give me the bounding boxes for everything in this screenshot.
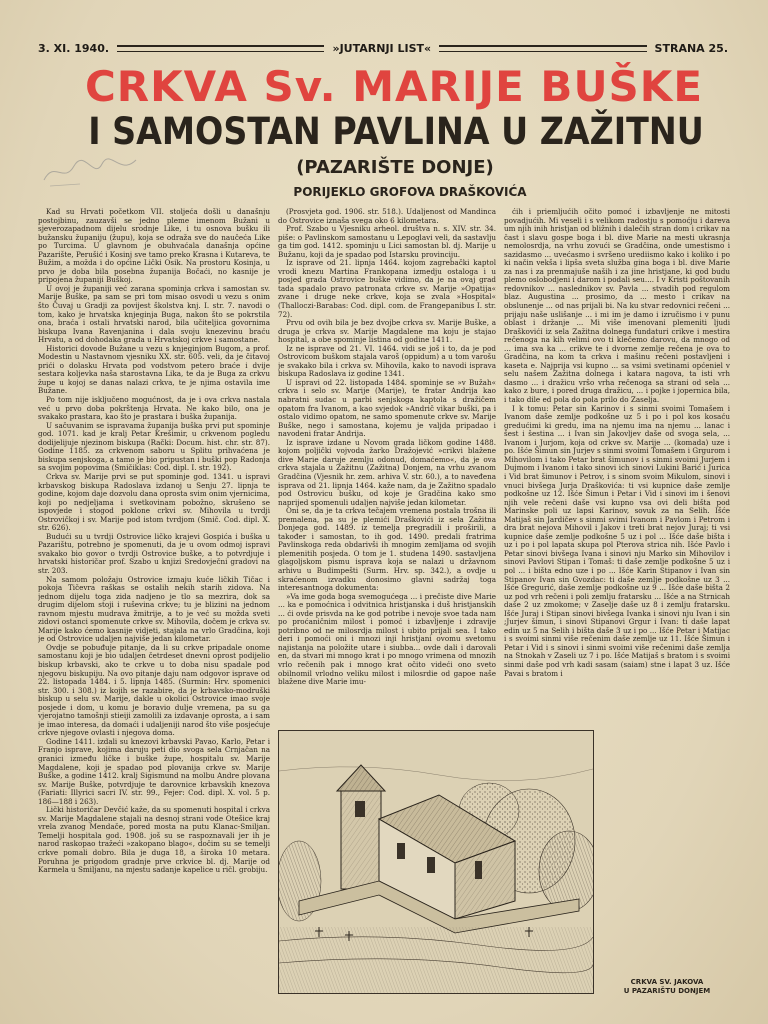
paragraph: Prvu od ovih bila je bez dvojbe crkva sv. Marije Buške, a druga je crkva sv. Marije Magdalene ma koju je stajao hospital, a obe spominje listina od godine 1411. xyxy=(278,318,496,345)
illustration-caption xyxy=(604,978,730,996)
headline-main: I SAMOSTAN PAVLINA U ZAŽITNU xyxy=(88,110,704,153)
paragraph: Budući su u tvrdji Ostrovice ličko krajevi Gospića i buška u Pazarištu, potrebno je spomenuti, da je u ovom odmoj ispravi svakako bio govor o tvrdji Ostrovice buške, a to potvrdjuje i hrvatski historičar prof. Szabo u knjizi Sredovječni gradovi na str. 203. xyxy=(38,531,270,575)
paragraph: Crkva sv. Marije prvi se put spominje god. 1341. u ispravi krbavskog biskupa Radoslava izdanoj u Senju 27. lipnja te godine, kojom daje dozvolu dana oprosta svim onim vjernicima, koji po nedjeljama i svetkovinam pobožno, skrušeno se ispovjede i stogod poklone crkvi sv. Mihovila u tvrdji Ostrovičkoj i sv. Marije pod istom tvrdjom (Smič. Cod. dipl. X. str. 626). xyxy=(38,471,270,533)
paragraph: Ovdje se pobuđuje pitanje, da li su crkve pripadale onome samostanu koji je bio udaljen četrdeset dnevni oprost podijelio biskup krbavski, ako te crkve u to doba nisu spadale pod njegovu biskupiju. Na ovo pitanje daju nam odgovor isprave od 22. listopada 1484. i 5. lipnja 1485. (Surmin: Hrv. spomenici str. 300. i 308.) iz kojih se razabire, da je krbavsko-modruški biskup u selu sv. Marije, dakle u okolici Ostrovice imao svoje posjede i dom, u komu je boravio dulje vremena, pa su ga vjerojatno tamošnji stieiji zamolili za izdavanje oprosta, a i sam je imao interesa, da domaći i udaljeniji narod što više posjećuje crkve njegove ovlasti i njegova doma. xyxy=(38,642,270,738)
paragraph: Oni se, da je ta crkva tečajem vremena postala trošna ili premalena, pa su je plemići Draškovići iz sela Zažitna Donjega god. 1489. iz temelja pregradili i proširili, a također i samostan, to ih god. 1490. predali fratrima Pavlinskoga reda obdarivši ih mnogim zemljama od svojih plemenitih posjeda. O tom je 1. studena 1490. sastavljena glagoljskom pismu isprava koja se nalazi u državnom arhivu u Budimpešti (Surm. Hrv. sp. 342.), a ovdje u skraćenom izvadku donosimo glavni sadržaj toga interesantnoga dokumenta: xyxy=(278,506,496,593)
article-column-3 xyxy=(504,208,730,773)
issue-date: 3. XI. 1940. xyxy=(38,41,110,55)
page-number: STRANA 25. xyxy=(654,41,728,55)
paragraph: Iz ne isprave od 21. VI. 1464. vidi se još i to, da je pod Ostrovicom buškom stajala varoš (oppidum) a u tom varošu je svakako bila i crkva sv. Mihovila, kako to navodi isprava biskupa Radoslava iz godine 1341. xyxy=(278,343,496,379)
paragraph: Na samom položaju Ostrovice izmaju kuće ličkih Tičac i pokoja Tičevra raškas se ostalih nekih starih zidova. Na jednom dijelu toga zida nadjeno je tlo sa mezrira, dok sa drugim dijelom stoji i ruševina crkve; tu je blizini na jednom ravnom mjestu mudrava žmitrije, a to je već su možda sveti zidovi ostanci spomenute crkve sv. Mihovila, dočem je crkva sv. Marije kako ćemo kasnije vidjeti, stajala na vrlo Gradčina, koji je od Ostrovice udaljen najviše jedan kilometar. xyxy=(38,574,270,644)
caption-line-1: CRKVA SV. JAKOVA xyxy=(630,978,704,986)
newspaper-name: »JUTARNJI LIST« xyxy=(332,41,432,55)
article-column-2 xyxy=(278,208,496,723)
masthead xyxy=(38,38,728,58)
paragraph: (Prosvjeta god. 1906. str. 518.). Udaljenost od Mandinca do Ostrovice iznaša svega oko 6 kilometara. xyxy=(278,208,496,225)
paragraph: U ispravi od 22. listopada 1484. spominje se »v Bužah« crkva i selo sv. Marije (Marije), te fratar Andrija kao nabratni sudac u parbi senjskoga kaptola s dražičem opatom fra Ivanom, a kao svjedok »Andrič vikar buški, pa i ostalo vidimo opatom, ne samo spomenute crkve sv. Marije Buške, nego i samostana, kojemu je valjda pripadao i navodeni fratar Andrija. xyxy=(278,377,496,439)
paragraph: »Va ime goda boga svemogućega ... i prečiste dive Marie ... ka e pomoćnica i odvitnica hristjanska i duš hristjanskih ... ći ovde prisvda na ke god potribe i nevoje svoe tada nam po proćaničnim milost i pomoć i izbavljenje i zdravije potribno od ne milosrdja milost i ubito prijali sea. I tako deri i pomoći oni i mnozi inji hristjani ovomu svetomu najistanja na položite utare i siubba... ovde dali i darovali en, da stvari mi mnogo krat i po mnogo vrimena od mnozih vrlo rečenih pak i mnogo krat očito videći ono sveto obilnomil vrlodno veliku milost i milosrdie od gapoe naše blažene dive Marie imu- xyxy=(278,591,496,687)
pencil-annotation-icon xyxy=(40,150,140,190)
paragraph: ćih i priemljućih očito pomoć i izbavljenje ne mitosti povadjućih. Mi veseli i s velikom radostju s pomoćju i dareva um njih inih hristjan od bližnih i dalečih stran dom i crikav na čast i slavu gospe boga i bl. dive Marie na mesti ukrasnja nemolosrdja, na vrhu zovući se Gradčina, onde umestismo i sazidasmo ... uvećasmo i svršeno urediismo kako i koliko i po ki način vekša i lipša sveta služba gina boga i bl. dive Marie za nas i za prenmajuše naših i za jine hristjane, ki god budu plemo oslobodjeni i darom i podali seu.... I v Kristi poštovanih redovnikov ... naslednikov sv. Pavla ... stvadih pod regulom blaz. Augustina ... prosimo, da ... mesto i crikav na obslunenje ... od nas priјali bi. Na ku stvar redovnici rečeni ... prijaju naše uslišanje ... i mi im je damo i izručismo i v punu oblast i držanje ... Mi više imenovani plemeniti ljudi Draškovići iz sela Zažitna dolnega fundaturi crikve i mestira rečenoga na kih velimi ovo ti klečemo darovu, da mnogo od ... ima sva ka ... crikve te i dvorne zemlje rečena je ova to Gradčina, na kom ta crkva i mašinu rečeni postavljeni i kaseta e. Najprija vsi kupno ... sa vsimi svetinami općeniel v selu našem Zažitna dolnega i katara nagova, ta isti vrh dasmo ... i dražicu vršo vrha rečenoga sa strani od sela ... kako z bure, i pored druga dražicu, ... i pojke i jopernica bila, i tako dile ed pola do pola prilo do Zaselja. xyxy=(504,208,730,405)
church-illustration xyxy=(278,730,594,994)
paragraph: U sačuvanim se ispravama županija buška prvi put spominje god. 1071. kad je kralj Petar Krešimir, u crkvenom pogledu dodijelijuje njezinom biskupa (Rački: Docum. hist. chr. str. 87). Godine 1185. za crkvenom saboru u Splitu prihvaćena je biskupa senjskoga, a tamo je bio pripustan i buški pop Radonja sa svojim popovima (Smičiklas: Cod. dipl. I. str. 192). xyxy=(38,420,270,473)
church-drawing-icon xyxy=(279,731,593,993)
headline-subtitle: (PAZARIŠTE DONJE) xyxy=(296,157,494,178)
paragraph: Historici dovode Bužane u vezu s knjeginjom Bugom, a prof. Modestin u Nastavnom vjesniku XX. str. 605. veli, da je čitavoj prići o dolasku Hrvata pod vodstvom petero braće i dvije sestara koljevka naša starostavna Lika, te da je Buga za crkvu župe u kojoj se danas nalazi crkva, te je njima ostavila ime Bužane. xyxy=(38,343,270,396)
paragraph: U ovoj je županiji već zarana spominja crkva i samostan sv. Marije Buške, pa sam se pri tom misao osvodi u vezu s onim što Čuvaj u Gradji za povijest školstva knj. I. str. 7. navodi o tom, kako je hrvatska knjeginja Buga, nakon što se pokrstila ona, braća i ostali hrvatski narod, bila učiteljica govornima biskupa Ivana Ravenjanina i dala svoju knezevinu braću Hrvatu, a od dohodaka grada u Hrvatskoj crkve i samostane. xyxy=(38,283,270,345)
headline-red: CRKVA Sv. MARIJE BUŠKE xyxy=(84,62,704,111)
paragraph: Prof. Szabo u Vjesniku arheol. društva n. s. XIV. str. 34. piše: o Pavlinskom samostanu u Lepoglavi veli, da sastavlju ga tim god. 1412. spominju u Lici samostan bl. dj. Marije u Bužanu, koji da je spadao pod Istarsku provinciju. xyxy=(278,224,496,259)
masthead-rule-right xyxy=(439,45,646,52)
paragraph: I k tomu: Petar sin Karinov i s sinmi svoimi Tomašem i Ivanom daše zemlje podkošne uz 5 i po i pol kos kosaću gredućimi ki gredu, ima na njemu ima na njemu ... lanac i šest i šestina ... i Ivan sin Jakovljev daše od svoga sela, ... Ivanom i Jurjom, koja od crkve sv. Marije ... (komada) uze i po. Išće Šimun sin Jurjev s sinmi svoimi Tomašem i Grgurom i Mihovilom i tako Petar brat šimunov i s sinmi svoimi Jurjem i Dujmom i Ivanom i tako sinovi ich sinovi Lukini Barić i Jurica i Vid brat šimunov i Petrov, i s sinom svoim Mikulom, sinovi i vnuci bivšega Jurja Draškovića: ti vsi kupnice daše zemlje podkošne uz 12. Išće Šimun i Petar i Vid i sinovi im i šenovi njih vele rečeni daše vsi kupno vsa ovi deli bišta pod Marinske poli uz lapsi Karinov, sovuk za na Selih. Išće Matijaš sin Jardičev s sinmi svimi Ivanom i Pavlom i Petrom i dra brat nejova Mihovil i Jakov i treti brat nejov Juraj; ti vsi kupnice daše zemlje podkošne 5 uz i pol ... Išće daše bišta i uz i po i pol lapata skupa pol Pterova strica nih. Išće Pavlo i Petar sinovi bivšega Ivana i sinovi nju Marko sin Mihovilov i sinovi Pavlovi Stipan i Tomaš: ti daše zemlje podkošne 5 uz i pol ... i bišta edno uze i po ... Išće Karin Stipanov i Ivan sin Stipanov Ivan sin Gvozdac: ti daše zemlje podkošne uz 3 ... Išće Gregurić, daše zemlje podkošne uz 9 ... Išće daše bišta 2 uz pod vrh rečeni i poli zemlju fratarsku ... Išće a na Strnicah daše 2 uz zmokome; v Zaselje daše uz 8 i zemlju fratarsku. Išće Juraj i Stipan sinovi bivšega Ivanka i sinovi nju Ivan i sin ;Jurjev šimun, i sinovi Stipanovi Grgur i Ivan: ti daše lapat edin uz 5 na Selih i bišta daše 3 uz i po ... Išće Petar i Matijac i s svoimi sinmi više rečenim daše zemlje uz 11. Išće Šimun i Petar i Vid i s sinovi i sinmi svoimi više rečenimi daše zemlja na Stnokah v Zaseli uz 7 i po. Išće Matijaš s bratom i s svoimi sinmi daše pod vrh kadi sasam (saiam) stne i lapat 3 uz. Išće Pavai s bratom i xyxy=(504,403,730,678)
headline-kicker: PORIJEKLO GROFOVA DRAŠKOVIĆA xyxy=(293,185,527,199)
paragraph: Lički historičar Devčić kaže, da su spomenuti hospital i crkva sv. Marije Magdalene stajali na desnoj strani vode Otešice kraj vrela zvanog Mendače, pored mosta na putu Klanac-Smiljan. Temelji hospitala god. 1908. još su se raspoznavali jer ih je narod raskopao tražeći »zakopano blago«, dočim su se temelji crkve pomali dobro. Bila je duga 18, a široka 10 metara. Poruhna je prigodom gradnje prve crkvice bl. dj. Marije od Karmela u Smiljanu, na mjestu sadanje kapelice u ričl. grobiju. xyxy=(38,805,270,875)
paragraph: Po tom nije isključeno mogućnost, da je i ova crkva nastala već u prvo doba pokrštenja Hrvata. Ne kako bilo, ona je svakako prastara, kao što je prastara i buška županija. xyxy=(38,395,270,422)
paragraph: Godine 1411. izdali su knezovi krbavski Pavao, Karlo, Petar i Franjo isprave, kojima daruju peti dio svoga sela Crnjačan na granici između ličke i buške župe, hospitalu sv. Marije Magdalene, koji je spadao pod plovanija crkve sv. Marije Buške, a godine 1412. kralj Sigismund na molbu Andre plovana sv. Marije Buške, potvrdjuje te darovnice krbavskih knezova (Fariati: Illyrici sacri IV. str. 99., Fejer: Cod. dipl. X. vol. 5 p. 186—188 i 263). xyxy=(38,736,270,806)
paragraph: Iz isprave izdane u Novom grada ličkom godine 1488. kojom poljički vojvoda žarko Dražojević »crikvi blažene dive Marie daruje zemlju odonud, domaćemo«, da je ova crkva stajala u Zažitnu (Zažitna) Donjem, na vrhu zvanom Gradčina (Vjesnik hr. zem. arhiva V. str. 60.), a to naveđena isprava od 21. lipnja 1464. kaže nam, da je Zažitno spadalo pod Ostrovicu bušku, od koje je Gradčina kako smo naprijed spomenuli udaljen najviše jedan kilometar. xyxy=(278,437,496,507)
paragraph: Kad su Hrvati početkom VII. stoljeća došli u današnju postojbinu, zauzavši se jedno pleme imenom Bužani u sjeverozapadnom dijelu srodnje Like, i tu osnova bušku ili bužansku županiju (župu), koja se odraža sve do naučeća Like po Turcima. U glavnom je obuhvaćala današnja općine Pazarište, Perušić i Kosinj sve tamo preko Krasna i Kutareva, te Bužim, a možda i do općine Lički Osik. Na prostoru Kosinja, u prvo je doba bila posebna županija Bočaći, no kasnije je pripojena županiji Buškoj. xyxy=(38,208,270,285)
caption-line-2: U PAZARIŠTU DONJEM xyxy=(623,987,711,995)
article-column-1 xyxy=(38,208,270,998)
paragraph: Iz isprave od 21. lipnja 1464. kojom zagrebački kaptol vrodi knezu Martina Frankopana izmedju ostaloga i u posjed grada Ostrovice buške vidimo, da je na ovaj grad tada spadalo pravo patronata crkve sv. Marije »Opatija« zvane i druge neke crkve, koja se zvala »Hospital« (Thalloczi-Barabas: Cod. dipl. com. de Frangepanibus I. str. 72). xyxy=(278,258,496,319)
masthead-rule-left xyxy=(117,45,324,52)
